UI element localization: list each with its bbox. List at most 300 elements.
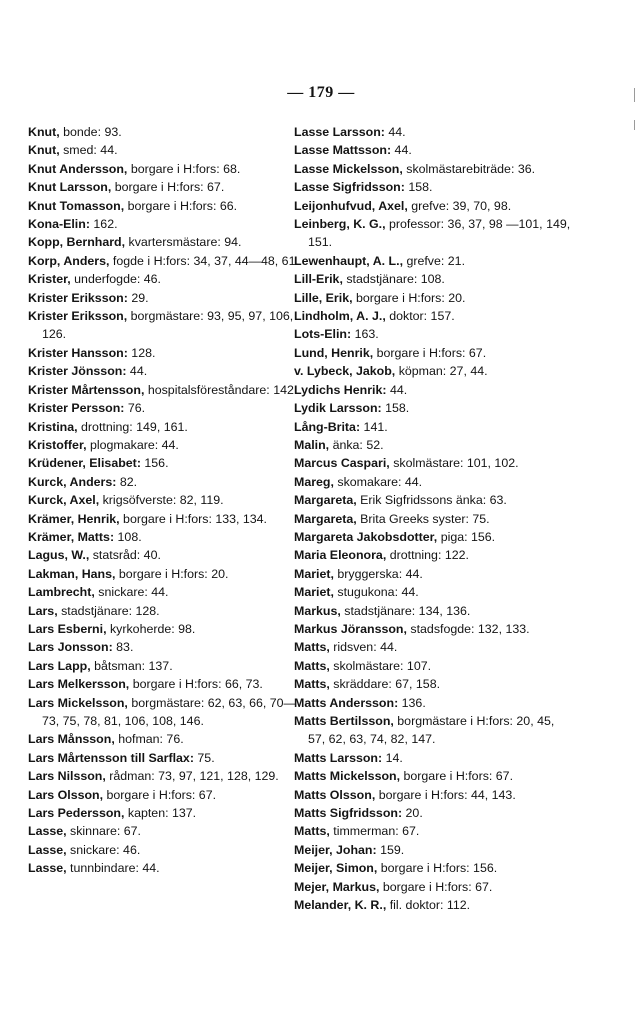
entry-separator: , xyxy=(326,658,330,673)
entry-separator: : xyxy=(123,290,128,305)
entry-separator: , xyxy=(433,529,438,544)
entry-separator: , xyxy=(337,603,341,618)
index-column-left xyxy=(28,123,306,878)
entry-separator: , xyxy=(399,253,404,268)
index-entry xyxy=(294,841,574,859)
entry-details: hofman: 76. xyxy=(114,732,184,747)
entry-separator: , xyxy=(373,861,378,876)
index-entry xyxy=(28,694,306,731)
entry-name: Mariet xyxy=(294,585,331,600)
entry-separator: , xyxy=(67,272,71,287)
margin-mark xyxy=(634,88,635,102)
entry-name: Lille, Erik xyxy=(294,290,350,305)
entry-name: Lydichs Henrik xyxy=(294,382,383,397)
entry-name: Margareta Jakobsdotter xyxy=(294,529,434,544)
entry-name: Lars Månsson xyxy=(28,732,112,747)
entry-name: Lars Mårtensson till Sarflax xyxy=(28,750,190,765)
entry-separator: , xyxy=(63,842,67,857)
index-entry xyxy=(28,381,306,399)
entry-separator: , xyxy=(125,677,130,692)
entry-separator: , xyxy=(56,143,60,158)
entry-separator: , xyxy=(107,180,112,195)
entry-details: änka: 52. xyxy=(329,437,384,452)
entry-details: borgare i H:fors: 20. xyxy=(352,290,466,305)
entry-details: köpman: 27, 44. xyxy=(395,364,488,379)
entry-name: Lasse Mickelsson xyxy=(294,161,400,176)
entry-name: Lars Lapp xyxy=(28,658,88,673)
entry-separator: , xyxy=(326,677,330,692)
entry-name: Krämer, Henrik xyxy=(28,511,117,526)
entry-details: 158. xyxy=(404,180,433,195)
entry-name: Lars Jonsson xyxy=(28,640,109,655)
entry-details: borgare i H:fors: 20. xyxy=(115,566,229,581)
entry-name: Lars Melkersson xyxy=(28,677,126,692)
entry-details: 163. xyxy=(351,327,379,342)
entry-separator: : xyxy=(112,474,117,489)
entry-details: 82. xyxy=(116,474,138,489)
entry-details: smed: 44. xyxy=(59,143,118,158)
entry-name: Matts Andersson xyxy=(294,695,395,710)
entry-name: Mejer, Markus xyxy=(294,879,376,894)
index-entry xyxy=(294,307,574,325)
entry-name: Knut xyxy=(28,143,57,158)
index-entry xyxy=(294,399,574,417)
entry-name: Lars Pedersson xyxy=(28,806,121,821)
entry-name: Meijer, Simon xyxy=(294,861,374,876)
entry-name: Margareta xyxy=(294,511,354,526)
entry-details: skolmästarebiträde: 36. xyxy=(402,161,536,176)
entry-name: Lars xyxy=(28,603,55,618)
entry-details: timmerman: 67. xyxy=(329,824,420,839)
entry-name: Matts xyxy=(294,677,327,692)
entry-name: Malin xyxy=(294,437,326,452)
entry-separator: , xyxy=(382,898,387,913)
entry-separator: , xyxy=(391,364,396,379)
entry-details: grefve: 21. xyxy=(403,253,466,268)
entry-details: Brita Greeks syster: 75. xyxy=(356,511,490,526)
index-entry xyxy=(28,418,306,436)
entry-name: Melander, K. R. xyxy=(294,898,383,913)
index-entry xyxy=(28,491,306,509)
entry-name: Krämer, Matts xyxy=(28,529,110,544)
entry-separator: , xyxy=(102,769,106,784)
index-entry xyxy=(294,289,574,307)
index-entry xyxy=(28,399,306,417)
index-entry xyxy=(294,215,574,252)
entry-details: fogde i H:fors: 34, 37, 44—48, 61. xyxy=(109,253,299,268)
entry-separator: , xyxy=(390,714,394,728)
index-entry xyxy=(28,178,306,196)
entry-details: kvartersmästare: 94. xyxy=(125,235,242,250)
entry-details: krigsöfverste: 82, 119. xyxy=(99,493,224,508)
index-entry xyxy=(28,730,306,748)
entry-details: drottning: 122. xyxy=(386,548,469,563)
entry-details: 141. xyxy=(360,419,388,434)
index-entry xyxy=(28,546,306,564)
index-entry xyxy=(294,344,574,362)
index-entry xyxy=(28,289,306,307)
entry-name: Marcus Caspari xyxy=(294,456,387,471)
entry-details: borgmästare: 93, 95, 97, 106, 126. xyxy=(42,309,294,342)
index-entry xyxy=(28,638,306,656)
entry-name: Lasse Sigfridsson xyxy=(294,180,401,195)
entry-name: Krister Mårtensson xyxy=(28,382,141,397)
index-entry xyxy=(294,602,574,620)
entry-details: 75. xyxy=(193,750,215,765)
entry-separator: , xyxy=(140,382,145,397)
index-entry xyxy=(294,786,574,804)
index-entry xyxy=(28,749,306,767)
index-entry xyxy=(294,325,574,343)
entry-separator: , xyxy=(330,585,334,600)
entry-details: Erik Sigfridssons änka: 63. xyxy=(356,493,507,508)
index-entry xyxy=(294,381,574,399)
entry-name: Maria Eleonora xyxy=(294,548,383,563)
entry-name: Lagus, W. xyxy=(28,548,86,563)
index-entry xyxy=(28,510,306,528)
index-entry xyxy=(28,270,306,288)
entry-details: tunnbindare: 44. xyxy=(66,861,160,876)
index-entry xyxy=(294,638,574,656)
entry-details: borgare i H:fors: 68. xyxy=(127,161,241,176)
index-entry xyxy=(28,197,306,215)
entry-name: Lars Olsson xyxy=(28,787,100,802)
entry-name: Lasse xyxy=(28,824,64,839)
entry-separator: : xyxy=(109,529,115,544)
entry-separator: , xyxy=(112,566,116,581)
entry-details: borgare i H:fors: 156. xyxy=(377,861,498,876)
entry-details: 44. xyxy=(126,364,148,379)
entry-name: Matts xyxy=(294,824,327,839)
entry-details: borgare i H:fors: 66. xyxy=(124,198,238,213)
index-entry xyxy=(294,270,574,288)
entry-name: Matts Sigfridsson xyxy=(294,806,398,821)
entry-name: Lindholm, A. J. xyxy=(294,309,383,324)
entry-name: Lydik Larsson xyxy=(294,401,378,416)
entry-details: 128. xyxy=(127,345,156,360)
entry-name: Lill-Erik xyxy=(294,272,340,287)
entry-name: Markus xyxy=(294,603,338,618)
index-entry xyxy=(28,859,306,877)
entry-separator: : xyxy=(120,401,125,416)
entry-details: doktor: 157. xyxy=(385,309,455,324)
index-entry xyxy=(294,178,574,196)
entry-name: Mariet xyxy=(294,566,331,581)
entry-name: Knut xyxy=(28,125,57,139)
entry-name: Lots-Elin xyxy=(294,327,347,342)
entry-name: Krister xyxy=(28,272,68,287)
index-entry xyxy=(28,454,306,472)
entry-separator: , xyxy=(404,198,408,213)
entry-details: borgare i H:fors: 44, 143. xyxy=(375,787,516,802)
entry-separator: , xyxy=(399,161,403,176)
entry-details: stadstjänare: 134, 136. xyxy=(340,603,471,618)
entry-name: Kona-Elin xyxy=(28,217,86,232)
entry-separator: , xyxy=(382,309,386,324)
index-entry xyxy=(28,160,306,178)
index-entry xyxy=(28,233,306,251)
entry-name: Matts xyxy=(294,640,327,655)
entry-separator: : xyxy=(122,364,127,379)
entry-separator: : xyxy=(136,456,141,471)
entry-details: skolmästare: 107. xyxy=(329,658,432,673)
entry-separator: , xyxy=(353,511,357,526)
index-entry xyxy=(28,804,306,822)
entry-name: Matts Olsson xyxy=(294,787,372,802)
entry-name: Krister Eriksson xyxy=(28,309,124,324)
entry-details: bryggerska: 44. xyxy=(333,566,423,581)
entry-details: skräddare: 67, 158. xyxy=(329,677,441,692)
entry-separator: : xyxy=(123,345,128,360)
index-entry xyxy=(294,546,574,564)
entry-details: snickare: 44. xyxy=(94,585,169,600)
entry-details: borgare i H:fors: 67. xyxy=(111,180,225,195)
index-entry xyxy=(294,252,574,270)
index-entry xyxy=(294,822,574,840)
entry-details: borgare i H:fors: 67. xyxy=(400,769,514,784)
entry-details: skinnare: 67. xyxy=(66,824,141,839)
index-entry xyxy=(294,675,574,693)
index-entry xyxy=(28,767,306,785)
entry-separator: , xyxy=(120,806,125,821)
index-entry xyxy=(28,473,306,491)
entry-name: Lasse xyxy=(28,861,64,876)
entry-name: Kurck, Axel xyxy=(28,493,96,508)
index-entry xyxy=(294,712,574,749)
entry-separator: : xyxy=(382,382,387,397)
index-entry xyxy=(294,418,574,436)
entry-details: 44. xyxy=(384,125,406,139)
entry-details: 83. xyxy=(112,640,134,655)
entry-name: Lars Esberni xyxy=(28,621,104,636)
entry-details: 14. xyxy=(382,750,403,765)
entry-separator: , xyxy=(91,585,95,600)
entry-name: Krister Persson xyxy=(28,401,121,416)
entry-name: Krüdener, Elisabet xyxy=(28,456,137,471)
entry-separator: , xyxy=(382,548,387,563)
entry-name: Korp, Anders xyxy=(28,253,107,268)
entry-details: plogmakare: 44. xyxy=(86,437,179,452)
index-entry xyxy=(28,141,306,159)
entry-separator: , xyxy=(369,345,374,360)
entry-name: Kurck, Anders xyxy=(28,474,113,489)
index-entry xyxy=(294,123,574,141)
entry-separator: : xyxy=(394,695,399,710)
index-entry xyxy=(294,583,574,601)
entry-separator: : xyxy=(377,401,382,416)
entry-separator: , xyxy=(349,290,353,305)
index-entry xyxy=(28,252,306,270)
entry-separator: , xyxy=(353,493,357,508)
entry-separator: , xyxy=(326,824,330,839)
entry-separator: , xyxy=(74,419,78,434)
entry-name: Knut Larsson xyxy=(28,180,108,195)
index-entry xyxy=(294,859,574,877)
entry-separator: : xyxy=(347,327,352,342)
entry-details: 44. xyxy=(391,143,412,158)
entry-separator: , xyxy=(330,566,334,581)
entry-details: skolmästare: 101, 102. xyxy=(389,456,519,471)
entry-name: Lakman, Hans xyxy=(28,566,113,581)
entry-separator: , xyxy=(83,437,87,452)
index-entry xyxy=(294,620,574,638)
entry-separator: , xyxy=(403,621,407,636)
entry-details: 162. xyxy=(89,217,118,232)
index-entry xyxy=(294,528,574,546)
index-entry xyxy=(294,491,574,509)
entry-details: 159. xyxy=(376,842,405,857)
entry-separator: : xyxy=(108,640,113,655)
entry-separator: , xyxy=(56,125,60,139)
entry-name: Matts xyxy=(294,658,327,673)
entry-name: Mareg xyxy=(294,474,331,489)
index-entry xyxy=(28,657,306,675)
entry-name: Krister Hansson xyxy=(28,345,124,360)
margin-mark xyxy=(634,120,635,130)
index-entry xyxy=(28,583,306,601)
entry-details: statsråd: 40. xyxy=(89,548,161,563)
entry-separator: , xyxy=(375,879,380,894)
entry-separator: , xyxy=(123,161,128,176)
index-entry xyxy=(28,123,306,141)
entry-details: stadstjänare: 108. xyxy=(342,272,445,287)
index-entry xyxy=(294,160,574,178)
entry-separator: , xyxy=(99,787,104,802)
entry-name: Kristoffer xyxy=(28,437,84,452)
entry-details: borgare i H:fors: 67. xyxy=(373,345,487,360)
entry-details: kyrkoherde: 98. xyxy=(106,621,196,636)
entry-name: Matts Bertilsson xyxy=(294,714,391,728)
entry-separator: , xyxy=(103,621,107,636)
index-entry xyxy=(28,436,306,454)
entry-separator: , xyxy=(63,824,67,839)
entry-name: Knut Tomasson xyxy=(28,198,121,213)
entry-separator: , xyxy=(325,437,330,452)
entry-separator: , xyxy=(63,861,67,876)
entry-separator: , xyxy=(95,493,100,508)
entry-separator: : xyxy=(355,419,361,434)
index-entry xyxy=(28,675,306,693)
entry-name: Leinberg, K. G. xyxy=(294,217,383,232)
index-column-right xyxy=(294,123,574,914)
entry-separator: : xyxy=(380,125,385,139)
index-entry xyxy=(294,878,574,896)
entry-details: 29. xyxy=(127,290,149,305)
entry-name: Lasse xyxy=(28,842,64,857)
entry-separator: , xyxy=(120,198,125,213)
entry-details: 20. xyxy=(402,806,423,821)
index-entry xyxy=(294,804,574,822)
entry-separator: , xyxy=(121,235,126,250)
page-number: — 179 — xyxy=(287,84,355,101)
entry-separator: : xyxy=(400,180,405,195)
entry-name: Meijer, Johan xyxy=(294,842,373,857)
entry-separator: , xyxy=(339,272,343,287)
entry-name: Kristina xyxy=(28,419,75,434)
entry-name: Lasse Larsson xyxy=(294,125,381,139)
entry-details: snickare: 46. xyxy=(66,842,141,857)
entry-name: Lars Nilsson xyxy=(28,769,103,784)
index-entry xyxy=(294,767,574,785)
entry-name: Lambrecht xyxy=(28,585,92,600)
entry-details: 156. xyxy=(140,456,169,471)
entry-details: stadsfogde: 132, 133. xyxy=(406,621,530,636)
entry-details: grefve: 39, 70, 98. xyxy=(407,198,512,213)
entry-separator: : xyxy=(378,750,383,765)
index-entry xyxy=(294,749,574,767)
entry-name: Lewenhaupt, A. L. xyxy=(294,253,400,268)
entry-details: borgare i H:fors: 67. xyxy=(379,879,493,894)
entry-separator: : xyxy=(386,143,392,158)
index-entry xyxy=(28,602,306,620)
index-entry xyxy=(294,454,574,472)
entry-separator: : xyxy=(85,217,90,232)
index-entry xyxy=(28,362,306,380)
index-entry xyxy=(294,657,574,675)
entry-details: bonde: 93. xyxy=(59,125,122,139)
entry-details: skomakare: 44. xyxy=(333,474,423,489)
index-entry xyxy=(294,510,574,528)
entry-details: 136. xyxy=(398,695,426,710)
entry-details: borgmästare: 62, 63, 66, 70—73, 75, 78, 81, 106, 108, 146. xyxy=(42,695,296,728)
entry-separator: , xyxy=(116,511,120,526)
entry-name: Margareta xyxy=(294,493,354,508)
entry-separator: , xyxy=(111,732,115,747)
entry-separator: , xyxy=(54,603,58,618)
index-entry xyxy=(28,344,306,362)
entry-details: stadstjänare: 128. xyxy=(57,603,160,618)
entry-details: borgmästare i H:fors: 20, 45, 57, 62, 63, 74, 82, 147. xyxy=(308,714,555,747)
entry-separator: , xyxy=(382,217,386,232)
index-entry xyxy=(28,786,306,804)
index-entry xyxy=(28,841,306,859)
entry-name: Leijonhufvud, Axel xyxy=(294,198,405,213)
entry-details: drottning: 149, 161. xyxy=(77,419,188,434)
entry-details: professor: 36, 37, 98 —101, 149, 151. xyxy=(308,217,571,250)
entry-details: piga: 156. xyxy=(437,529,496,544)
entry-details: borgare i H:fors: 133, 134. xyxy=(119,511,268,526)
entry-separator: : xyxy=(372,842,377,857)
entry-name: Krister Eriksson xyxy=(28,290,124,305)
entry-name: Knut Andersson xyxy=(28,161,124,176)
entry-separator: , xyxy=(87,658,91,673)
entry-details: ridsven: 44. xyxy=(329,640,398,655)
entry-name: Kopp, Bernhard xyxy=(28,235,122,250)
entry-details: borgare i H:fors: 67. xyxy=(103,787,217,802)
entry-name: Matts Larsson xyxy=(294,750,378,765)
index-entry xyxy=(294,694,574,712)
entry-separator: , xyxy=(330,474,334,489)
entry-details: 108. xyxy=(114,529,142,544)
entry-separator: , xyxy=(396,769,401,784)
entry-details: fil. doktor: 112. xyxy=(386,898,471,913)
entry-details: 158. xyxy=(381,401,410,416)
index-entry xyxy=(28,565,306,583)
entry-name: Lars Mickelsson xyxy=(28,695,125,710)
entry-separator: , xyxy=(386,456,390,471)
entry-name: Matts Mickelsson xyxy=(294,769,397,784)
index-entry xyxy=(294,436,574,454)
entry-details: underfogde: 46. xyxy=(70,272,161,287)
entry-name: Krister Jönsson xyxy=(28,364,123,379)
index-entry xyxy=(28,215,306,233)
index-entry xyxy=(28,822,306,840)
entry-details: hospitalsföreståndare: 142. xyxy=(144,382,298,397)
entry-name: Markus Jöransson xyxy=(294,621,404,636)
entry-separator: , xyxy=(371,787,376,802)
entry-name: v. Lybeck, Jakob xyxy=(294,364,392,379)
entry-name: Lång-Brita xyxy=(294,419,356,434)
